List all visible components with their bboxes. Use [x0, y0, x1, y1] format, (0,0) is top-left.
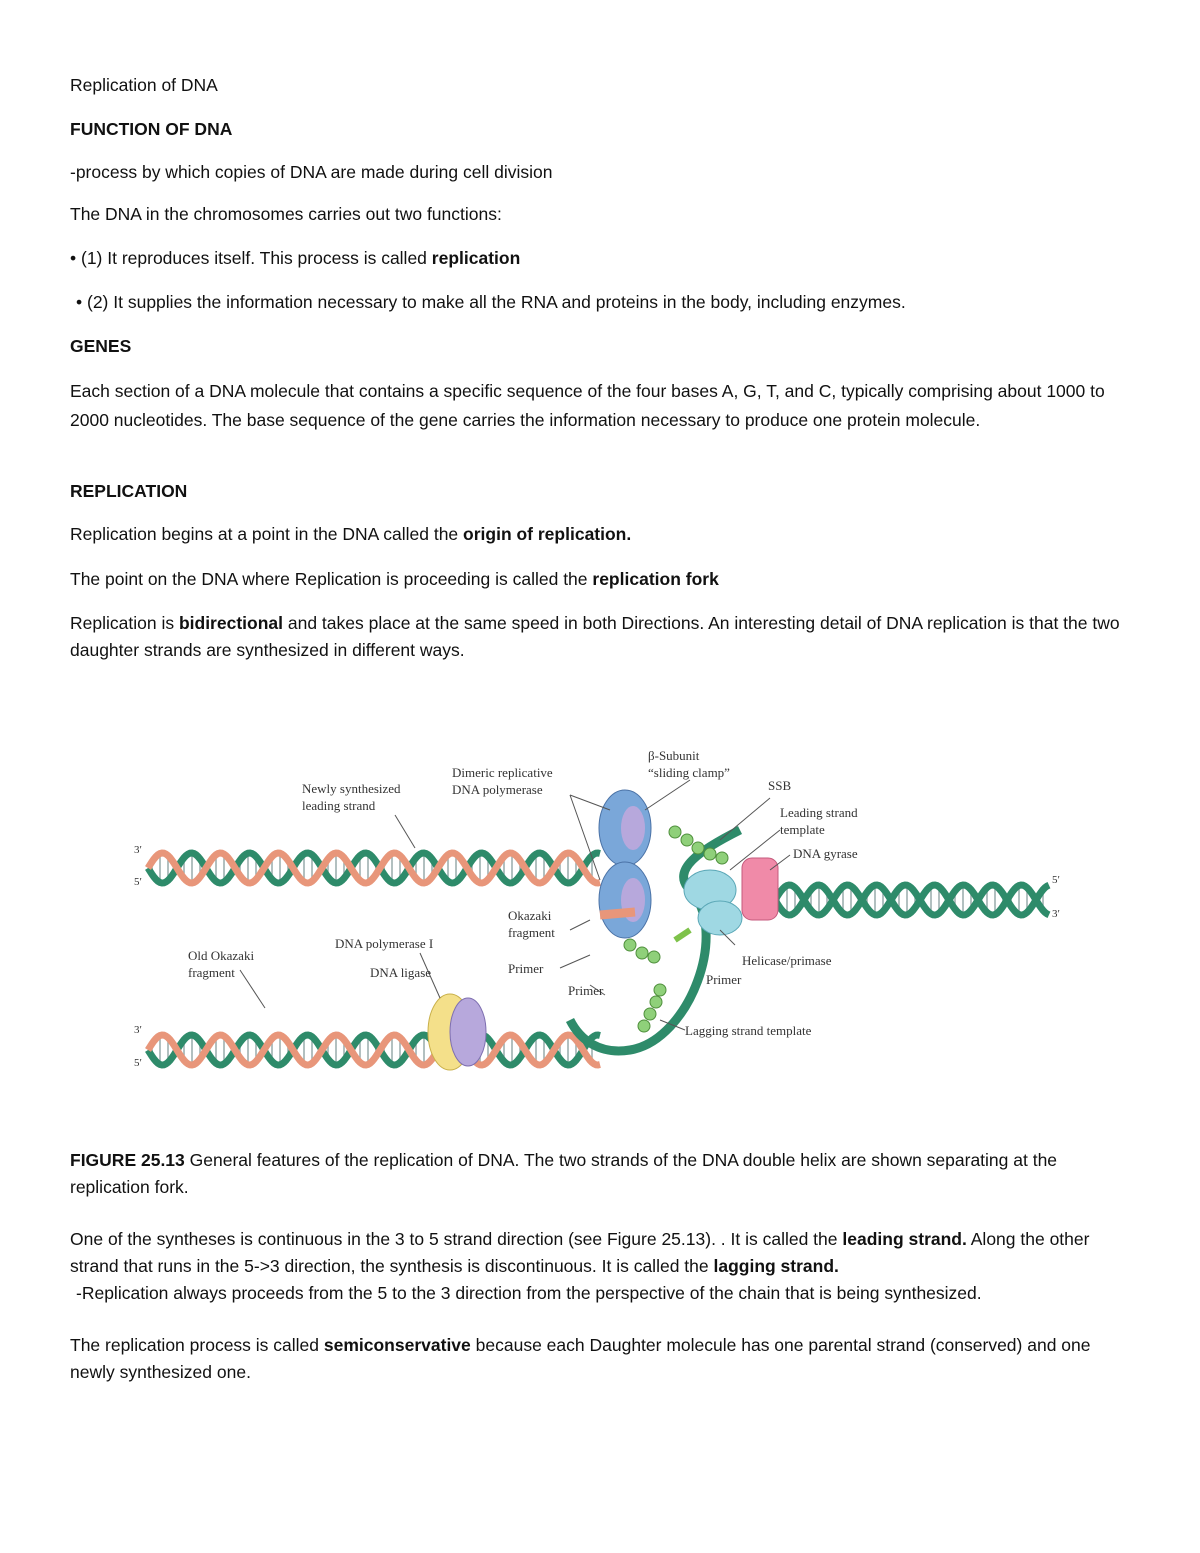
ssb-bead	[704, 848, 716, 860]
label-primer-1: Primer	[508, 961, 544, 976]
label-newly-2: leading strand	[302, 798, 376, 813]
dna-ligase	[450, 998, 486, 1066]
replication-figure	[130, 740, 1080, 1080]
label-ligase: DNA ligase	[370, 965, 432, 980]
leader-line	[560, 955, 590, 968]
bullet-1-text: • (1) It reproduces itself. This process is called	[70, 248, 432, 268]
ssb-bead	[716, 852, 728, 864]
bullet-2-text: It supplies the information necessary to make all the RNA and proteins in the body, including enzymes.	[108, 292, 906, 312]
label-beta-2: “sliding clamp”	[648, 765, 730, 780]
paragraph-genes: Each section of a DNA molecule that contains a specific sequence of the four bases A, G, T, and C, typically comprising about 1000 to 2000 nucleotides. The base sequence of the gene carries the information necessary to produce one protein molecule.	[70, 381, 1105, 430]
ssb-bead	[636, 947, 648, 959]
label-pol1: DNA polymerase I	[335, 936, 434, 951]
label-top-5: 5′	[134, 876, 142, 888]
label-lagging-template: Lagging strand template	[685, 1023, 812, 1038]
paragraph-leading-lagging	[70, 1226, 1132, 1280]
leader-line	[240, 970, 265, 1008]
primer-segment	[675, 930, 690, 940]
caption-bold: FIGURE 25.13	[70, 1150, 185, 1170]
label-helicase: Helicase/primase	[742, 953, 832, 968]
ssb-bead	[669, 826, 681, 838]
origin-text: Replication begins at a point in the DNA called the	[70, 524, 464, 544]
fork-bold: replication fork	[592, 569, 719, 589]
bullet-1-bold: replication	[431, 248, 521, 268]
leading-c: Along the other strand that runs in the 5->3 direction, the synthesis is discontinuous. It is called the	[70, 1229, 1090, 1276]
document-title: Replication of DNA	[70, 75, 218, 95]
paragraph-bidirectional	[70, 610, 1132, 664]
ssb-bead	[644, 1008, 656, 1020]
leader-line	[570, 795, 610, 810]
bidir-bold: bidirectional	[178, 613, 283, 633]
origin-bold: origin of replication.	[463, 524, 632, 544]
label-ssb: SSB	[768, 778, 792, 793]
label-dimeric-1: Dimeric replicative	[452, 765, 553, 780]
ssb-bead	[692, 842, 704, 854]
bidir-suffix: and takes place at the same speed in both Directions. An interesting detail of DNA replication is that the two daughter strands are synthesized in different ways.	[70, 613, 1120, 660]
label-bot-3: 3′	[134, 1024, 142, 1036]
ssb-bead	[681, 834, 693, 846]
paragraph-semiconservative	[70, 1332, 1132, 1386]
label-right-5: 5′	[1052, 874, 1060, 886]
leader-line	[395, 815, 415, 848]
ssb-bead	[648, 951, 660, 963]
bidir-prefix: Replication is	[70, 613, 179, 633]
leader-line	[645, 780, 690, 810]
label-gyrase: DNA gyrase	[793, 846, 858, 861]
heading-replication: REPLICATION	[70, 481, 188, 501]
paragraph-fork	[70, 566, 1132, 593]
lagging-strand-bold: lagging strand.	[713, 1256, 839, 1276]
leading-strand-bold: leading strand.	[842, 1229, 967, 1249]
label-right-3: 3′	[1052, 908, 1060, 920]
ssb-bead	[624, 939, 636, 951]
helix-bottom-left	[148, 1035, 600, 1065]
helix-right	[775, 885, 1049, 915]
ssb-bead	[650, 996, 662, 1008]
label-leading-template-2: template	[780, 822, 825, 837]
heading-function: FUNCTION OF DNA	[70, 119, 233, 139]
fork-text: The point on the DNA where Replication is proceeding is called the	[70, 569, 593, 589]
leader-line	[720, 798, 770, 840]
label-old-okazaki-2: fragment	[188, 965, 235, 980]
okazaki-fragment	[600, 912, 635, 915]
primase	[698, 901, 742, 935]
ssb-bead	[654, 984, 666, 996]
label-okazaki-1: Okazaki	[508, 908, 552, 923]
label-old-okazaki-1: Old Okazaki	[188, 948, 255, 963]
paragraph-process: -process by which copies of DNA are made during cell division	[70, 162, 553, 182]
label-primer-3: Primer	[706, 972, 742, 987]
semi-a: The replication process is called	[70, 1335, 324, 1355]
sliding-clamp-upper	[621, 806, 645, 850]
figure-caption	[70, 1147, 1132, 1201]
label-dimeric-2: DNA polymerase	[452, 782, 543, 797]
figure-labels	[134, 748, 1060, 1069]
bullet-2-prefix: • (2)	[76, 292, 109, 312]
bullet-1	[70, 245, 1132, 272]
semi-c: because each Daughter molecule has one parental strand (conserved) and one newly synthesized one.	[70, 1335, 1091, 1382]
label-leading-template-1: Leading strand	[780, 805, 858, 820]
leader-line	[570, 920, 590, 930]
paragraph-always: -Replication always proceeds from the 5 to the 3 direction from the perspective of the chain that is being synthesized.	[76, 1283, 982, 1303]
semi-bold: semiconservative	[323, 1335, 471, 1355]
caption-text: General features of the replication of DNA. The two strands of the DNA double helix are shown separating at the replication fork.	[70, 1150, 1058, 1197]
leading-a: One of the syntheses is continuous in the 3 to 5 strand direction (see Figure 25.13). . It is called the	[70, 1229, 843, 1249]
paragraph-origin	[70, 521, 1132, 548]
label-primer-2: Primer	[568, 983, 604, 998]
label-newly-1: Newly synthesized	[302, 781, 401, 796]
dna-gyrase	[742, 858, 778, 920]
label-okazaki-2: fragment	[508, 925, 555, 940]
label-beta-1: β-Subunit	[648, 748, 700, 763]
label-bot-5: 5′	[134, 1057, 142, 1069]
paragraph-two-functions: The DNA in the chromosomes carries out two functions:	[70, 204, 502, 224]
helix-top-left	[148, 853, 600, 883]
bullet-2	[76, 289, 1138, 316]
label-top-3: 3′	[134, 844, 142, 856]
ssb-bead	[638, 1020, 650, 1032]
heading-genes: GENES	[70, 336, 132, 356]
